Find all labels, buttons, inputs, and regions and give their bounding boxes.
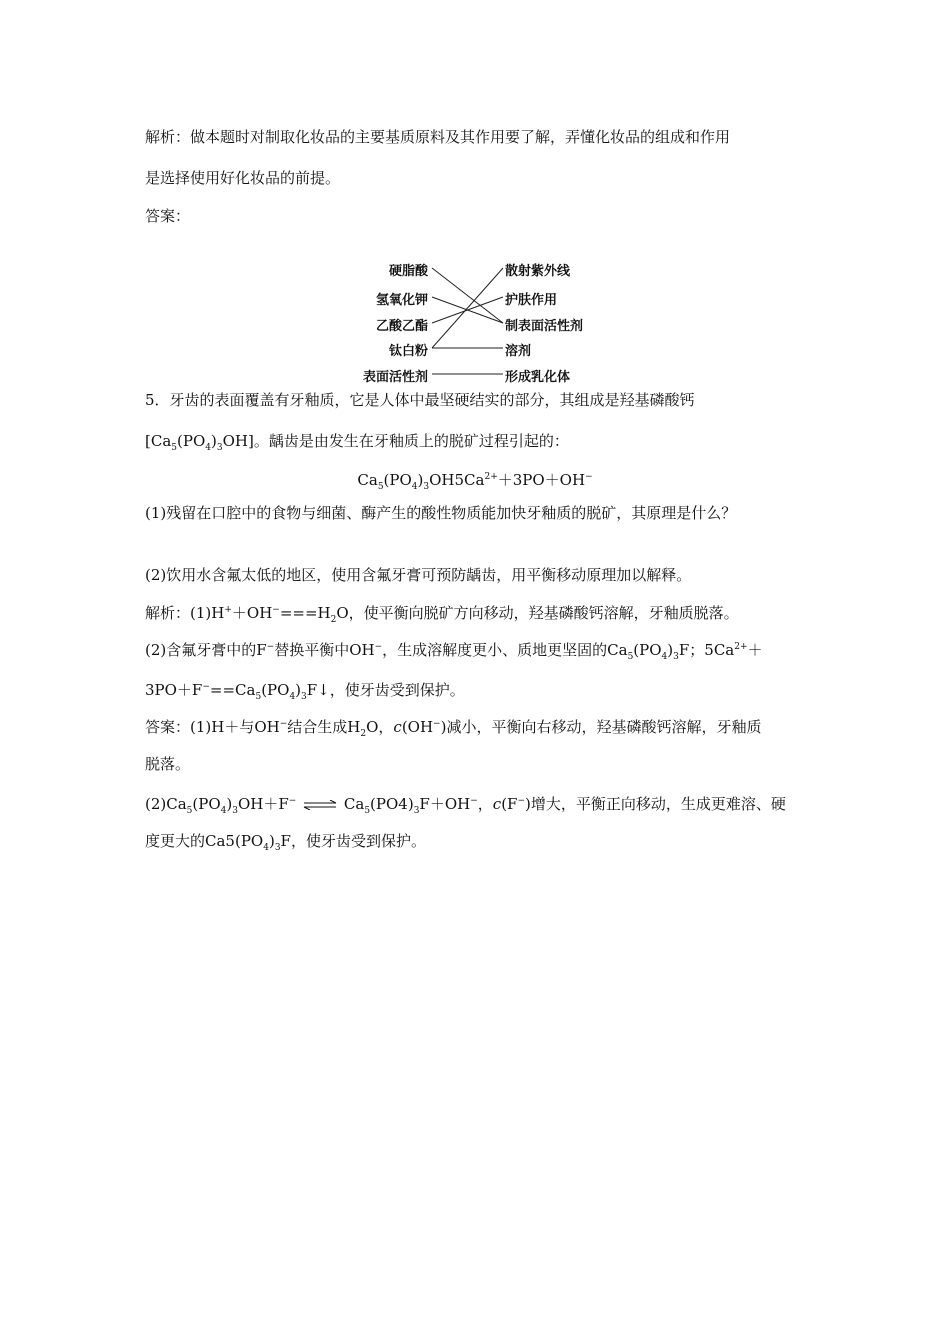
- right-item: 溶剂: [505, 344, 532, 359]
- equilibrium-equation: $Ca_5(PO_4)_3OH5Ca^{2+}+3PO+OH^-$: [357, 471, 593, 492]
- answer-1-line1: 答案：(1)H＋与OH−结合生成$H_2O$，c(OH−)减小，平衡向右移动，羟基磷酸钙溶解，牙釉质: [145, 718, 762, 739]
- right-item: 散射紫外线: [505, 264, 571, 279]
- question-5-line1: 5．牙齿的表面覆盖有牙釉质，它是人体中最坚硬结实的部分，其组成是羟基磷酸钙: [145, 391, 695, 409]
- analysis-2-line2: $3PO+F^-==Ca_5(PO_4)_3F↓$，使牙齿受到保护。: [145, 681, 465, 702]
- answer-2-line2: 度更大的$Ca5(PO_4)_3F$，使牙齿受到保护。: [145, 832, 426, 853]
- matching-diagram: [350, 252, 610, 387]
- answer-label: 答案：: [145, 207, 191, 225]
- analysis-text-line2: 是选择使用好化妆品的前提。: [145, 169, 341, 187]
- left-item: 钛白粉: [388, 344, 428, 359]
- left-item: 乙酸乙酯: [375, 319, 428, 334]
- sub-question-1: (1)残留在口腔中的食物与细菌、酶产生的酸性物质能加快牙釉质的脱矿，其原理是什么？: [145, 504, 737, 522]
- analysis-text-line1: 解析：做本题时对制取化妆品的主要基质原料及其作用要了解，弄懂化妆品的组成和作用: [145, 128, 731, 146]
- right-item: 形成乳化体: [505, 370, 571, 385]
- right-item: 制表面活性剂: [505, 319, 584, 334]
- left-item: 硬脂酸: [388, 264, 428, 279]
- left-item: 表面活性剂: [362, 370, 428, 385]
- right-item: 护肤作用: [505, 293, 558, 308]
- analysis-1: 解析：$(1)H^++OH^-===H_2O$，使平衡向脱矿方向移动，羟基磷酸钙溶解，牙釉质脱落。: [145, 604, 739, 625]
- left-item: 氢氧化钾: [375, 293, 428, 308]
- sub-question-2: (2)饮用水含氟太低的地区，使用含氟牙膏可预防龋齿，用平衡移动原理加以解释。: [145, 566, 692, 584]
- equilibrium-arrow-icon: [303, 800, 337, 810]
- answer-1-line2: 脱落。: [145, 755, 191, 773]
- question-5-line2: $[Ca_5(PO_4)_3OH]$。龋齿是由发生在牙釉质上的脱矿过程引起的：: [145, 432, 569, 453]
- analysis-2-line1: (2)含氟牙膏中的F−替换平衡中OH−，生成溶解度更小、质地更坚固的$Ca_5(PO_4)_3F$；$5Ca^{2+}+$: [145, 641, 763, 662]
- answer-2-line1: $(2)Ca_5(PO_4)_3OH+F^-$ $Ca_5(PO4)_3F+OH^-$，c(F−)增大，平衡正向移动，生成更难溶、硬: [145, 795, 786, 816]
